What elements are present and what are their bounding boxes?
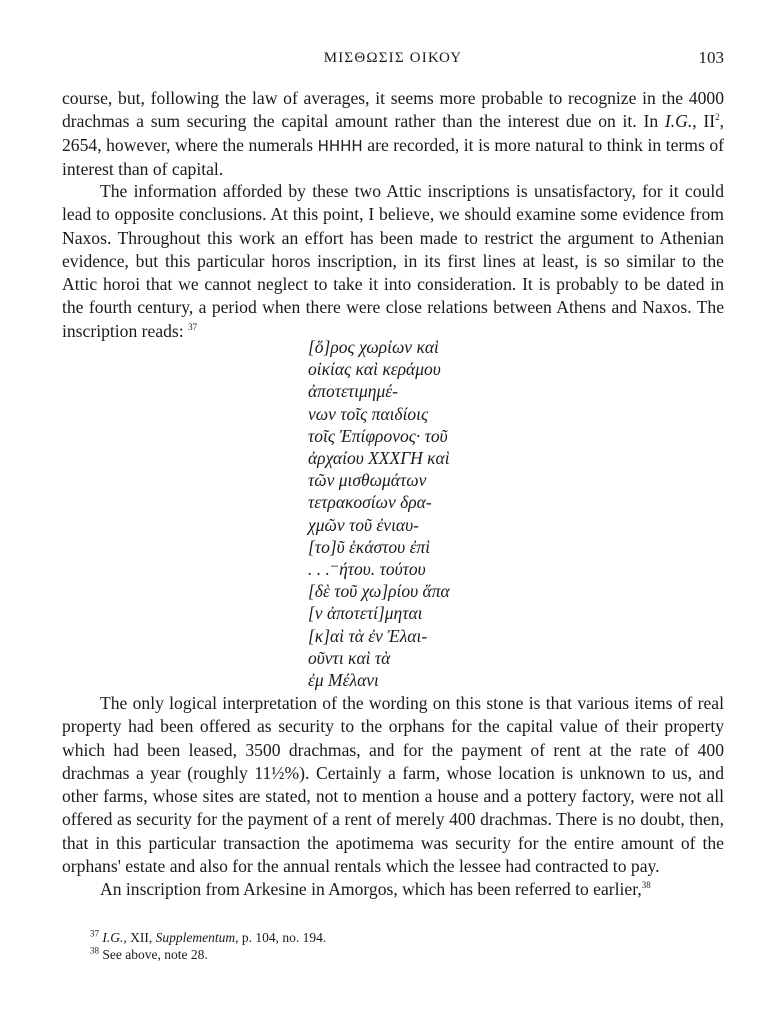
inscription-line: οἰκίας καὶ κεράμου — [308, 359, 441, 380]
footnote-ref-37[interactable]: 37 — [188, 321, 198, 332]
inscription-line: ἀρχαίου XXXΓΗ καὶ — [308, 448, 450, 469]
running-header — [62, 48, 724, 70]
attic-numerals: ΗΗΗΗ — [317, 136, 363, 155]
inscription-line: [κ]αὶ τὰ ἐν Ἐλαι- — [308, 625, 428, 646]
page-number: 103 — [698, 48, 724, 67]
paragraph-3 — [62, 692, 724, 902]
footnote-38 — [90, 946, 326, 963]
footnote-37 — [90, 929, 326, 946]
footnote-text: , p. 104, no. 194. — [235, 930, 327, 945]
paragraph-2 — [62, 180, 724, 343]
inscription-line: τοῖς Ἐπίφρονος· τοῦ — [308, 425, 448, 446]
inscription-line: τετρακοσίων δρα- — [308, 492, 432, 513]
paragraph-1 — [62, 87, 724, 181]
para1-text-b: , II — [692, 111, 716, 132]
footnote-ig: I.G. — [102, 930, 124, 945]
footnote-text: See above, note 28. — [102, 947, 208, 962]
inscription-line: τῶν μισθωμάτων — [308, 470, 427, 491]
ig-abbrev: I.G. — [664, 111, 693, 132]
para3-text: The only logical interpretation of the wording on this stone is that various items of real property had been offered as security to the orphans for the capital value of their property which had been leased, 3500 drachmas, and for the payment of rent at the rate of 400 drachmas a year (roughly 11½%). Certainly a farm, whose location is unknown to us, and other farms, whose sites are stated, not to mention a house and a pottery factory, were not all offered as security for the payment of a rent of merely 400 drachmas. There is no doubt, then, that in this particular transaction the apotimema was security for the entire amount of the orphans' estate and also for the annual rentals which the lessee had contracted to pay. — [62, 693, 724, 877]
inscription-line: [ὅ]ρος χωρίων καὶ — [308, 337, 439, 357]
footnote-number: 37 — [90, 928, 99, 939]
para2-text: The information afforded by these two Attic inscriptions is unsatisfactory, for it could lead to opposite conclusions. At this point, I believe, we should examine some evidence from Naxos. Throughout this work an effort has been made to restrict the argument to Athenian evidence, but this particular horos inscription, in its first lines at least, is so similar to the Attic horoi that we cannot neglect to take it into consideration. It is probably to be dated in the fourth century, a period when there were close relations between Athens and Naxos. The inscription reads: — [62, 181, 724, 341]
naxos-inscription — [308, 336, 450, 691]
footnote-text: , XII, — [123, 930, 156, 945]
inscription-line: οῦντι καὶ τὰ — [308, 647, 391, 668]
inscription-line: [το]ῦ ἑκάστου ἐπὶ — [308, 536, 431, 557]
inscription-line: νων τοῖς παιδίοις — [308, 403, 429, 424]
inscription-line: ἐμ Μέλανι — [308, 670, 379, 691]
running-title: ΜΙΣΘΩΣΙΣ ΟΙΚΟΥ — [323, 50, 463, 66]
para1-text-a: course, but, following the law of averages, it seems more probable to recognize in the 4000 drachmas a sum securing the capital amount rather than the interest due on it. In — [62, 88, 724, 132]
inscription-line: χμῶν τοῦ ἐνιαυ- — [308, 514, 419, 535]
inscription-line: ἀποτετιμημέ- — [308, 381, 398, 402]
inscription-line: [δὲ τοῦ χω]ρίου ἅπα — [308, 581, 450, 602]
footnotes — [90, 929, 326, 963]
footnote-supplementum: Supplementum — [155, 930, 236, 945]
footnote-number: 38 — [90, 945, 99, 956]
para1-text-d: are recorded, it is more natural to think in terms of interest than of capital. — [62, 134, 724, 179]
inscription-line: [ν ἀποτετί]μηται — [308, 603, 423, 624]
edition-superscript: 2 — [715, 112, 720, 123]
footnote-ref-38[interactable]: 38 — [641, 880, 651, 891]
para1-text-c: , 2654, however, where the numerals — [62, 111, 724, 155]
inscription-line: . . .⁻ήτου. τούτου — [308, 559, 426, 580]
paragraph-4 — [62, 878, 724, 901]
para4-text: An inscription from Arkesine in Amorgos, which has been referred to earlier, — [100, 879, 642, 900]
